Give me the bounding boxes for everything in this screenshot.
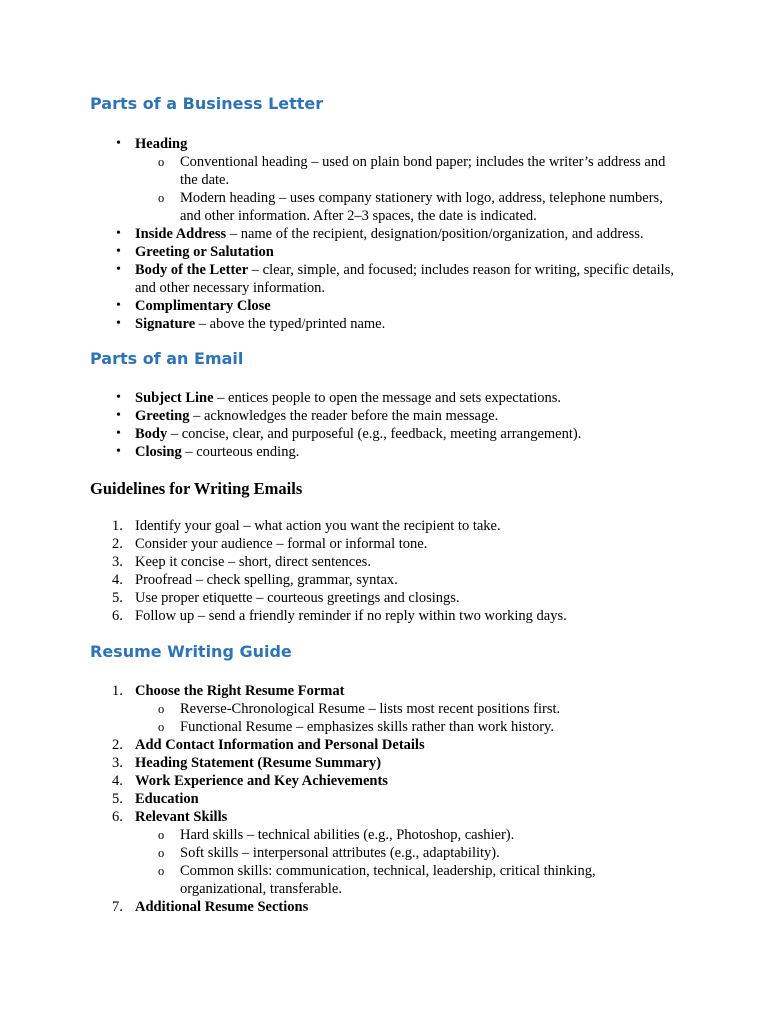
section-title-guidelines: Guidelines for Writing Emails <box>90 479 303 498</box>
sub-list <box>135 826 680 898</box>
sub-list-item: o Hard skills – technical abilities (e.g., Photoshop, cashier). <box>158 827 515 843</box>
list-item: 2. Add Contact Information and Personal Details <box>112 737 425 753</box>
list-item: 2. Consider your audience – formal or informal tone. <box>112 536 428 552</box>
list-item: 5. Use proper etiquette – courteous greetings and closings. <box>112 590 460 606</box>
list-item: • Signature – above the typed/printed name. <box>116 316 386 332</box>
section-title-email: Parts of an Email <box>90 349 244 368</box>
list-item: 1. Identify your goal – what action you want the recipient to take. <box>112 518 501 534</box>
sub-list <box>135 153 680 225</box>
sub-list <box>135 700 680 736</box>
guidelines-list <box>90 517 680 625</box>
list-item: • Subject Line – entices people to open the message and sets expectations. <box>116 390 562 406</box>
sub-list-item: o Conventional heading – used on plain bond paper; includes the writer’s address and the date. <box>158 154 666 188</box>
list-item: • Greeting – acknowledges the reader before the main message. <box>116 408 499 424</box>
list-item: • Body of the Letter – clear, simple, and focused; includes reason for writing, specific details, and other necessary information. <box>116 262 674 296</box>
business-letter-list <box>90 135 680 333</box>
section-title-resume: Resume Writing Guide <box>90 642 292 661</box>
list-item: 6. Follow up – send a friendly reminder if no reply within two working days. <box>112 608 567 624</box>
sub-list-item: o Modern heading – uses company stationery with logo, address, telephone numbers, and other information. After 2–3 spaces, the date is indicated. <box>158 190 663 224</box>
list-item: • Body – concise, clear, and purposeful (e.g., feedback, meeting arrangement). <box>116 426 582 442</box>
sub-list-item: o Soft skills – interpersonal attributes (e.g., adaptability). <box>158 845 500 861</box>
list-item: • Inside Address – name of the recipient, designation/position/organization, and address. <box>116 226 644 242</box>
list-item: 3. Keep it concise – short, direct sentences. <box>112 554 371 570</box>
email-parts-list <box>90 389 680 461</box>
list-item: • Closing – courteous ending. <box>116 444 300 460</box>
sub-list-item: o Functional Resume – emphasizes skills rather than work history. <box>158 719 554 735</box>
list-item: 6. Relevant Skills o Hard skills – technical abilities (e.g., Photoshop, cashier). o Soft skills – interpersonal attributes (e.g., adaptability). o Common skills: communication, technical, leadership, critical thinking, organizational, transferable. <box>90 808 680 898</box>
list-item: • Complimentary Close <box>116 298 271 314</box>
list-item: 1. Choose the Right Resume Format o Reverse-Chronological Resume – lists most recent positions first. o Functional Resume – emphasizes skills rather than work history. <box>90 682 680 736</box>
sub-list-item: o Reverse-Chronological Resume – lists most recent positions first. <box>158 701 561 717</box>
list-item: • Heading o Conventional heading – used on plain bond paper; includes the writer’s address and the date. o Modern heading – uses company stationery with logo, address, telephone numbers, and other information. After 2–3 spaces, the date is indicated. <box>90 135 680 225</box>
sub-list-item: o Common skills: communication, technical, leadership, critical thinking, organizational, transferable. <box>158 863 596 897</box>
list-item: 4. Work Experience and Key Achievements <box>112 773 388 789</box>
list-item: 3. Heading Statement (Resume Summary) <box>112 755 382 771</box>
list-item: • Greeting or Salutation <box>116 244 274 260</box>
list-item: 4. Proofread – check spelling, grammar, syntax. <box>112 572 398 588</box>
list-item: 5. Education <box>112 791 199 807</box>
resume-list <box>90 682 680 916</box>
list-item: 7. Additional Resume Sections <box>112 899 309 915</box>
section-title-business-letter: Parts of a Business Letter <box>90 94 324 113</box>
